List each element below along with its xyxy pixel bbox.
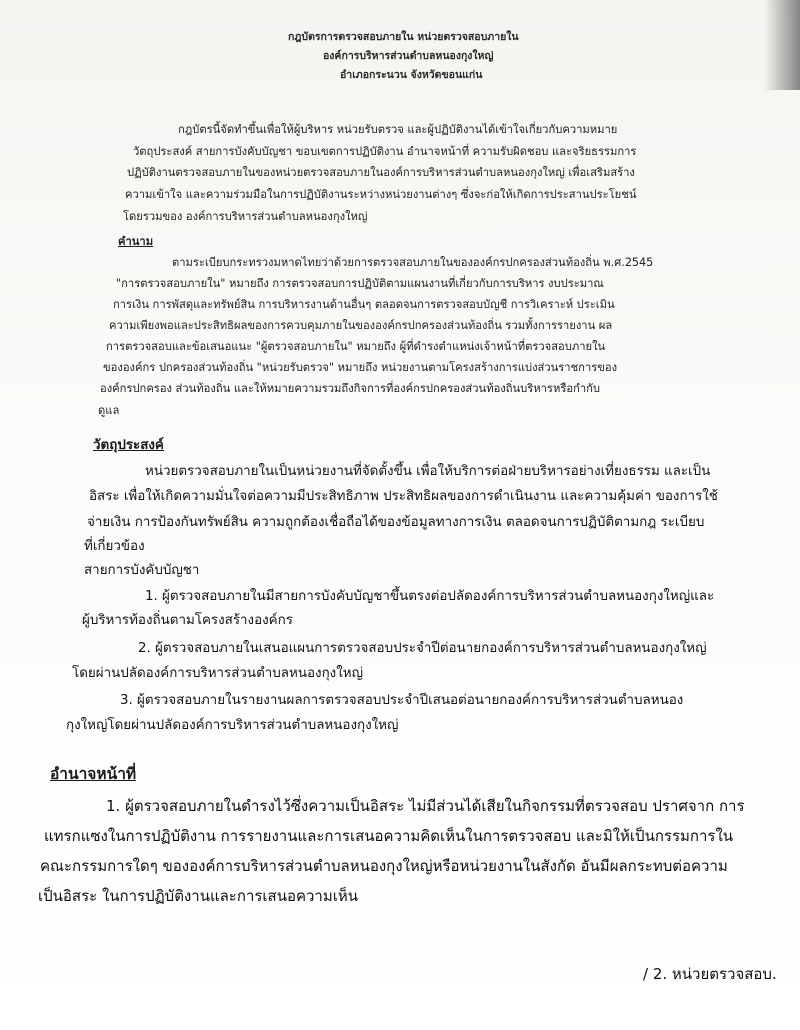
intro-line: โดยรวมของ องค์การบริหารส่วนตำบลหนองกุงใหญ่ bbox=[123, 210, 368, 223]
doc-title-line-1: กฎบัตรการตรวจสอบภายใน หน่วยตรวจสอบภายใน bbox=[288, 31, 519, 43]
page-corner-shadow bbox=[764, 0, 800, 90]
intro-line: ปฏิบัติงานตรวจสอบภายในของหน่วยตรวจสอบภายในองค์การบริหารส่วนตำบลหนองกุงใหญ่ เพื่อเสริมสร้าง bbox=[127, 166, 635, 179]
intro-line: กฎบัตรนี้จัดทำขึ้นเพื่อให้ผู้บริหาร หน่วยรับตรวจ และผู้ปฏิบัติงานได้เข้าใจเกี่ยวกับความหมาย bbox=[178, 123, 618, 136]
authority-line: แทรกแซงในการปฏิบัติงาน การรายงานและการเสนอความคิดเห็นในการตรวจสอบ และมิให้เป็นกรรมการใน bbox=[44, 827, 734, 845]
page-continuation: / 2. หน่วยตรวจสอบ. bbox=[643, 965, 777, 983]
authority-heading: อำนาจหน้าที่ bbox=[50, 765, 137, 783]
definitions-line: การตรวจสอบและข้อเสนอแนะ "ผู้ตรวจสอบภายใน" หมายถึง ผู้ที่ดำรงตำแหน่งเจ้าหน้าที่ตรวจสอบภายใน bbox=[106, 340, 606, 353]
definitions-heading: คำนาม bbox=[118, 235, 154, 248]
authority-line: เป็นอิสระ ในการปฏิบัติงานและการเสนอความเห็น bbox=[38, 887, 359, 905]
intro-line: วัตถุประสงค์ สายการบังคับบัญชา ขอบเขตการปฏิบัติงาน อำนาจหน้าที่ ความรับผิดชอบ และจริยธรรมการ bbox=[133, 145, 637, 158]
doc-title-line-2: องค์การบริหารส่วนตำบลหนองกุงใหญ่ bbox=[323, 50, 494, 62]
chain-line: 2. ผู้ตรวจสอบภายในเสนอแผนการตรวจสอบประจำปีต่อนายกองค์การบริหารส่วนตำบลหนองกุงใหญ่ bbox=[138, 641, 707, 656]
definitions-line: องค์กรปกครอง ส่วนท้องถิ่น และให้หมายความรวมถึงกิจการที่องค์กรปกครองส่วนท้องถิ่นบริหารหรือกำกับ bbox=[100, 382, 600, 395]
objective-line: ที่เกี่ยวข้อง bbox=[84, 539, 145, 554]
chain-line: 1. ผู้ตรวจสอบภายในมีสายการบังคับบัญชาขึ้นตรงต่อปลัดองค์การบริหารส่วนตำบลหนองกุงใหญ่และ bbox=[145, 589, 715, 604]
definitions-line: ตามระเบียบกระทรวงมหาดไทยว่าด้วยการตรวจสอบภายในขององค์กรปกครองส่วนท้องถิ่น พ.ศ.2545 bbox=[172, 256, 654, 269]
definitions-line: ความเพียงพอและประสิทธิผลของการควบคุมภายในขององค์กรปกครองส่วนท้องถิ่น รวมทั้งการรายงาน ผล bbox=[109, 319, 613, 332]
chain-line: 3. ผู้ตรวจสอบภายในรายงานผลการตรวจสอบประจำปีเสนอต่อนายกองค์การบริหารส่วนตำบลหนอง bbox=[120, 693, 684, 708]
authority-line: คณะกรรมการใดๆ ขององค์การบริหารส่วนตำบลหนองกุงใหญ่หรือหน่วยงานในสังกัด อันมีผลกระทบต่อความ bbox=[40, 857, 728, 875]
objective-heading: วัตถุประสงค์ bbox=[93, 438, 164, 453]
chain-line: โดยผ่านปลัดองค์การบริหารส่วนตำบลหนองกุงใหญ่ bbox=[72, 666, 363, 681]
chain-line: ผู้บริหารท้องถิ่นตามโครงสร้างองค์กร bbox=[82, 613, 293, 628]
definitions-line: ขององค์กร ปกครองส่วนท้องถิ่น "หน่วยรับตรวจ" หมายถึง หน่วยงานตามโครงสร้างการแบ่งส่วนราชการของ bbox=[103, 361, 618, 374]
definitions-line: "การตรวจสอบภายใน" หมายถึง การตรวจสอบการปฏิบัติตามแผนงานที่เกี่ยวกับการบริหาร งบประมาณ bbox=[116, 277, 604, 290]
definitions-line: การเงิน การพัสดุและทรัพย์สิน การบริหารงานด้านอื่นๆ ตลอดจนการตรวจสอบบัญชี การวิเคราะห์ ประเมิน bbox=[113, 298, 615, 311]
objective-line: หน่วยตรวจสอบภายในเป็นหน่วยงานที่จัดตั้งขึ้น เพื่อให้บริการต่อฝ่ายบริหารอย่างเที่ยงธรรม และเป็น bbox=[145, 464, 711, 479]
objective-line: จ่ายเงิน การป้องกันทรัพย์สิน ความถูกต้องเชื่อถือได้ของข้อมูลทางการเงิน ตลอดจนการปฏิบัติตามกฎ ระเบียบ bbox=[87, 515, 705, 530]
chain-heading: สายการบังคับบัญชา bbox=[84, 563, 200, 578]
chain-line: กุงใหญ่โดยผ่านปลัดองค์การบริหารส่วนตำบลหนองกุงใหญ่ bbox=[66, 718, 399, 733]
authority-line: 1. ผู้ตรวจสอบภายในดำรงไว้ซึ่งความเป็นอิสระ ไม่มีส่วนได้เสียในกิจกรรมที่ตรวจสอบ ปราศจาก การ bbox=[106, 797, 745, 815]
definitions-line: ดูแล bbox=[98, 404, 120, 417]
intro-line: ความเข้าใจ และความร่วมมือในการปฏิบัติงานระหว่างหน่วยงานต่างๆ ซึ่งจะก่อให้เกิดการประสานประโยชน์ bbox=[125, 188, 637, 201]
objective-line: อิสระ เพื่อให้เกิดความมั่นใจต่อความมีประสิทธิภาพ ประสิทธิผลของการดำเนินงาน และความคุ้มค่า ของการใช้ bbox=[89, 489, 718, 504]
doc-title-line-3: อำเภอกระนวน จังหวัดขอนแก่น bbox=[340, 69, 483, 81]
